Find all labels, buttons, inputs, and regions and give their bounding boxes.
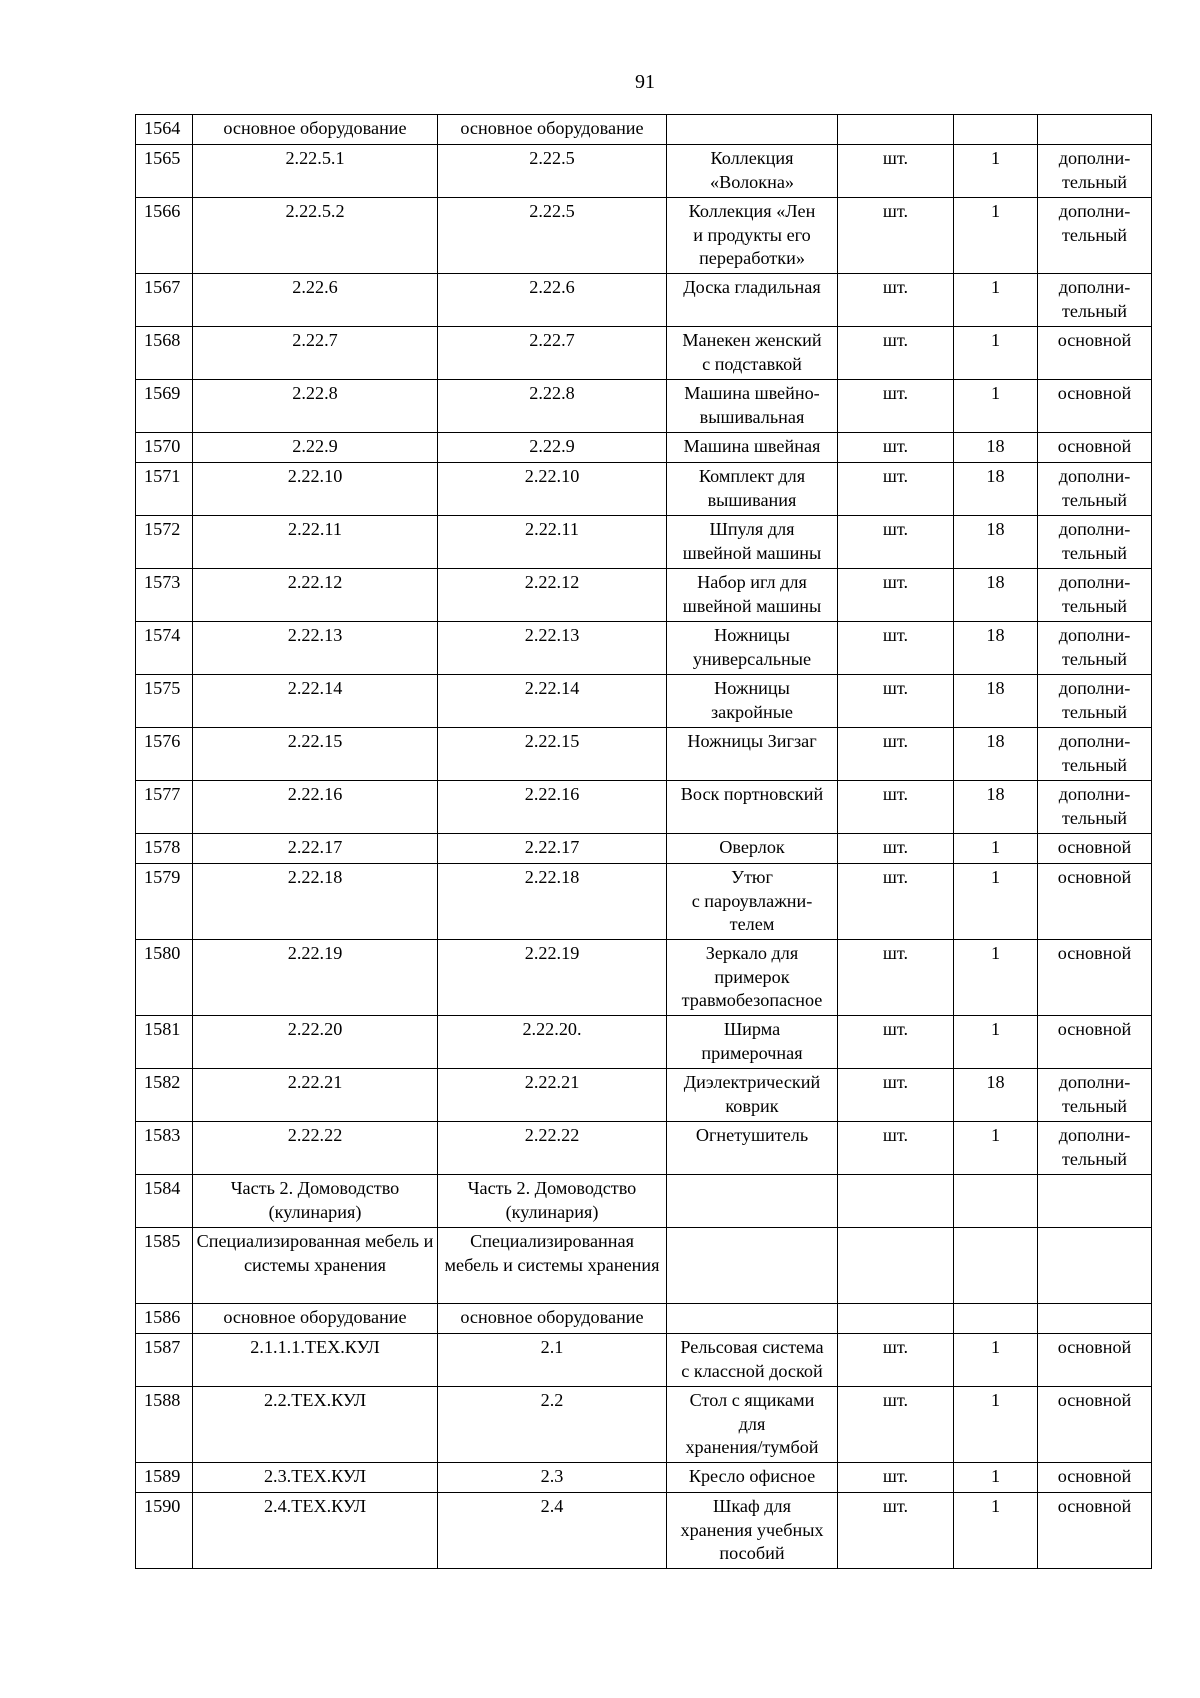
quantity-cell: 1 [954, 1387, 1038, 1463]
table-row [136, 1228, 1152, 1304]
item-name-line: Манекен женский [682, 330, 822, 350]
row-number-cell: 1568 [136, 327, 193, 380]
item-name-line: Стол с ящиками [689, 1390, 815, 1410]
code-cell: 2.22.8 [193, 380, 438, 433]
item-name-cell [667, 728, 838, 781]
item-name-line: Доска гладильная [683, 277, 821, 297]
equipment-type-cell [1038, 622, 1152, 675]
item-name-line: коврик [725, 1095, 779, 1116]
base-code-cell: основное оборудование [438, 115, 667, 145]
equipment-type-cell [1038, 834, 1152, 864]
equipment-type-cell [1038, 145, 1152, 198]
quantity-cell: 1 [954, 327, 1038, 380]
item-name-line: швейной машины [682, 595, 822, 616]
code-cell: Часть 2. Домоводство (кулинария) [193, 1175, 438, 1228]
unit-cell: шт. [838, 675, 954, 728]
base-code-cell: 2.22.19 [438, 940, 667, 1016]
item-name-line: Машина швейная [683, 436, 821, 456]
unit-cell: шт. [838, 327, 954, 380]
unit-cell: шт. [838, 433, 954, 463]
unit-cell: шт. [838, 940, 954, 1016]
equipment-type-line: дополни- [1058, 572, 1131, 592]
item-name-line: Шпуля для [709, 519, 795, 539]
equipment-type-line: тельный [1061, 807, 1128, 828]
unit-cell: шт. [838, 516, 954, 569]
item-name-line: Коллекция [710, 148, 794, 168]
table-row [136, 1493, 1152, 1569]
equipment-type-cell [1038, 1175, 1152, 1228]
equipment-type-cell [1038, 781, 1152, 834]
base-code-cell: 2.22.5 [438, 198, 667, 274]
quantity-cell: 1 [954, 864, 1038, 940]
item-name-cell [667, 274, 838, 327]
code-cell: основное оборудование [193, 115, 438, 145]
equipment-type-line: дополни- [1058, 148, 1131, 168]
unit-cell: шт. [838, 1069, 954, 1122]
item-name-line: пособий [719, 1543, 785, 1563]
quantity-cell: 18 [954, 463, 1038, 516]
code-cell: 2.22.15 [193, 728, 438, 781]
code-cell: 2.3.ТЕХ.КУЛ [193, 1463, 438, 1493]
item-name-cell [667, 1334, 838, 1387]
item-name-cell [667, 380, 838, 433]
row-number-cell: 1585 [136, 1228, 193, 1304]
unit-cell: шт. [838, 463, 954, 516]
row-number-cell: 1564 [136, 115, 193, 145]
item-name-cell [667, 675, 838, 728]
item-name-line: примерок [714, 966, 790, 987]
equipment-type-cell [1038, 198, 1152, 274]
equipment-type-line: дополни- [1058, 678, 1131, 698]
item-name-cell [667, 327, 838, 380]
base-code-cell: 2.22.11 [438, 516, 667, 569]
unit-cell [838, 1228, 954, 1304]
base-code-cell: 2.22.10 [438, 463, 667, 516]
item-name-cell [667, 1493, 838, 1569]
table-row [136, 1122, 1152, 1175]
equipment-type-line: тельный [1061, 300, 1128, 321]
quantity-cell [954, 115, 1038, 145]
equipment-type-cell [1038, 675, 1152, 728]
table-row [136, 274, 1152, 327]
equipment-type-line: тельный [1061, 754, 1128, 775]
item-name-line: Кресло офисное [688, 1466, 816, 1486]
table-row [136, 1387, 1152, 1463]
row-number-cell: 1565 [136, 145, 193, 198]
item-name-cell [667, 1016, 838, 1069]
code-cell: 2.22.6 [193, 274, 438, 327]
equipment-type-line: основной [1057, 1337, 1132, 1357]
equipment-type-line: тельный [1061, 224, 1128, 245]
row-number-cell: 1575 [136, 675, 193, 728]
item-name-cell [667, 1387, 838, 1463]
equipment-type-line: основной [1057, 383, 1132, 403]
unit-cell [838, 1304, 954, 1334]
row-number-cell: 1590 [136, 1493, 193, 1569]
equipment-type-line: основной [1057, 867, 1132, 887]
code-cell: 2.22.22 [193, 1122, 438, 1175]
item-name-line: Диэлектрический [683, 1072, 821, 1092]
table-row [136, 380, 1152, 433]
table-row [136, 516, 1152, 569]
row-number-cell: 1586 [136, 1304, 193, 1334]
quantity-cell: 1 [954, 1493, 1038, 1569]
row-number-cell: 1579 [136, 864, 193, 940]
row-number-cell: 1566 [136, 198, 193, 274]
quantity-cell: 18 [954, 433, 1038, 463]
code-cell: 2.22.20 [193, 1016, 438, 1069]
base-code-cell: Часть 2. Домоводство (кулинария) [438, 1175, 667, 1228]
quantity-cell: 18 [954, 1069, 1038, 1122]
item-name-line: Ножницы Зигзаг [687, 731, 817, 751]
row-number-cell: 1574 [136, 622, 193, 675]
item-name-cell [667, 781, 838, 834]
code-cell: 2.22.17 [193, 834, 438, 864]
item-name-cell [667, 940, 838, 1016]
base-code-cell: 2.3 [438, 1463, 667, 1493]
equipment-type-cell [1038, 864, 1152, 940]
item-name-line: травмобезопасное [681, 990, 823, 1010]
base-code-cell: 2.1 [438, 1334, 667, 1387]
table-row [136, 675, 1152, 728]
unit-cell: шт. [838, 1016, 954, 1069]
code-cell: 2.22.12 [193, 569, 438, 622]
base-code-cell: 2.22.5 [438, 145, 667, 198]
table-row [136, 864, 1152, 940]
equipment-type-cell [1038, 274, 1152, 327]
equipment-type-line: тельный [1061, 1148, 1128, 1169]
row-number-cell: 1572 [136, 516, 193, 569]
base-code-cell: 2.22.22 [438, 1122, 667, 1175]
item-name-line: с пароувлажни- [691, 890, 813, 911]
quantity-cell: 1 [954, 380, 1038, 433]
quantity-cell: 1 [954, 145, 1038, 198]
code-cell: 2.22.9 [193, 433, 438, 463]
quantity-cell: 18 [954, 622, 1038, 675]
item-name-cell [667, 1463, 838, 1493]
item-name-line: Коллекция «Лен [688, 201, 816, 221]
item-name-line: Ширма [723, 1019, 781, 1039]
unit-cell [838, 115, 954, 145]
quantity-cell [954, 1304, 1038, 1334]
row-number-cell: 1588 [136, 1387, 193, 1463]
code-cell: 2.4.ТЕХ.КУЛ [193, 1493, 438, 1569]
item-name-cell [667, 1069, 838, 1122]
item-name-line: с подставкой [702, 353, 802, 374]
item-name-line: Комплект для [698, 466, 806, 486]
equipment-type-line: дополни- [1058, 201, 1131, 221]
equipment-type-line: дополни- [1058, 466, 1131, 486]
equipment-type-line: дополни- [1058, 519, 1131, 539]
item-name-line: Воск портновский [680, 784, 824, 804]
item-name-cell [667, 145, 838, 198]
base-code-cell: 2.22.17 [438, 834, 667, 864]
quantity-cell [954, 1228, 1038, 1304]
equipment-type-cell [1038, 1069, 1152, 1122]
row-number-cell: 1577 [136, 781, 193, 834]
item-name-line: для [738, 1413, 766, 1434]
item-name-cell [667, 864, 838, 940]
item-name-cell [667, 433, 838, 463]
item-name-line: вышивания [707, 489, 797, 510]
equipment-type-line: основной [1057, 837, 1132, 857]
code-cell: 2.22.7 [193, 327, 438, 380]
quantity-cell: 1 [954, 1463, 1038, 1493]
item-name-cell [667, 569, 838, 622]
table-row [136, 1175, 1152, 1228]
item-name-cell [667, 516, 838, 569]
item-name-cell [667, 1122, 838, 1175]
unit-cell: шт. [838, 274, 954, 327]
unit-cell: шт. [838, 834, 954, 864]
unit-cell: шт. [838, 864, 954, 940]
row-number-cell: 1570 [136, 433, 193, 463]
item-name-line: Рельсовая система [680, 1337, 824, 1357]
unit-cell: шт. [838, 380, 954, 433]
quantity-cell: 1 [954, 1334, 1038, 1387]
item-name-cell [667, 622, 838, 675]
base-code-cell: Специализированная мебель и системы хранения [438, 1228, 667, 1304]
quantity-cell: 18 [954, 675, 1038, 728]
quantity-cell: 1 [954, 198, 1038, 274]
item-name-cell [667, 1304, 838, 1334]
unit-cell: шт. [838, 1387, 954, 1463]
quantity-cell [954, 1175, 1038, 1228]
equipment-table [135, 114, 1152, 1569]
item-name-cell [667, 198, 838, 274]
table-row [136, 198, 1152, 274]
table-row [136, 1069, 1152, 1122]
equipment-type-line: основной [1057, 330, 1132, 350]
unit-cell: шт. [838, 1122, 954, 1175]
code-cell: 2.22.14 [193, 675, 438, 728]
quantity-cell: 1 [954, 1016, 1038, 1069]
equipment-type-cell [1038, 1387, 1152, 1463]
table-row [136, 834, 1152, 864]
item-name-line: Огнетушитель [695, 1125, 809, 1145]
row-number-cell: 1569 [136, 380, 193, 433]
equipment-type-line: тельный [1061, 171, 1128, 192]
equipment-type-cell [1038, 569, 1152, 622]
equipment-type-line: тельный [1061, 1095, 1128, 1116]
item-name-line: Оверлок [719, 837, 785, 857]
item-name-line: и продукты его [693, 224, 811, 245]
base-code-cell: 2.22.12 [438, 569, 667, 622]
equipment-type-line: тельный [1061, 701, 1128, 722]
equipment-type-line: тельный [1061, 542, 1128, 563]
base-code-cell: 2.22.15 [438, 728, 667, 781]
table-row [136, 1334, 1152, 1387]
table-row [136, 940, 1152, 1016]
row-number-cell: 1571 [136, 463, 193, 516]
code-cell: 2.1.1.1.ТЕХ.КУЛ [193, 1334, 438, 1387]
equipment-type-line: дополни- [1058, 625, 1131, 645]
unit-cell: шт. [838, 569, 954, 622]
equipment-type-cell [1038, 1493, 1152, 1569]
equipment-type-line: основной [1057, 436, 1132, 456]
equipment-type-cell [1038, 728, 1152, 781]
quantity-cell: 1 [954, 1122, 1038, 1175]
base-code-cell: 2.22.9 [438, 433, 667, 463]
base-code-cell: 2.22.20. [438, 1016, 667, 1069]
row-number-cell: 1580 [136, 940, 193, 1016]
equipment-type-cell [1038, 940, 1152, 1016]
code-cell: 2.22.10 [193, 463, 438, 516]
code-cell: 2.22.19 [193, 940, 438, 1016]
item-name-line: с классной доской [681, 1360, 823, 1381]
code-cell: 2.22.21 [193, 1069, 438, 1122]
row-number-cell: 1576 [136, 728, 193, 781]
row-number-cell: 1583 [136, 1122, 193, 1175]
equipment-type-cell [1038, 433, 1152, 463]
quantity-cell: 18 [954, 781, 1038, 834]
base-code-cell: основное оборудование [438, 1304, 667, 1334]
row-number-cell: 1567 [136, 274, 193, 327]
table-row [136, 115, 1152, 145]
item-name-line: Ножницы [714, 678, 790, 698]
equipment-type-cell [1038, 1122, 1152, 1175]
quantity-cell: 1 [954, 834, 1038, 864]
base-code-cell: 2.22.6 [438, 274, 667, 327]
equipment-type-line: основной [1057, 1466, 1132, 1486]
item-name-line: Шкаф для [712, 1496, 791, 1516]
quantity-cell: 1 [954, 940, 1038, 1016]
code-cell: 2.2.ТЕХ.КУЛ [193, 1387, 438, 1463]
equipment-type-cell [1038, 380, 1152, 433]
item-name-line: переработки» [699, 248, 805, 268]
item-name-cell [667, 463, 838, 516]
base-code-cell: 2.22.7 [438, 327, 667, 380]
row-number-cell: 1578 [136, 834, 193, 864]
unit-cell: шт. [838, 781, 954, 834]
code-cell: 2.22.18 [193, 864, 438, 940]
unit-cell: шт. [838, 198, 954, 274]
table-row [136, 1304, 1152, 1334]
equipment-type-cell [1038, 463, 1152, 516]
table-row [136, 463, 1152, 516]
item-name-line: примерочная [701, 1042, 803, 1063]
equipment-type-cell [1038, 327, 1152, 380]
equipment-type-cell [1038, 1228, 1152, 1304]
quantity-cell: 18 [954, 516, 1038, 569]
table-row [136, 781, 1152, 834]
equipment-type-cell [1038, 115, 1152, 145]
row-number-cell: 1581 [136, 1016, 193, 1069]
base-code-cell: 2.22.8 [438, 380, 667, 433]
equipment-type-line: дополни- [1058, 277, 1131, 297]
table-row [136, 327, 1152, 380]
base-code-cell: 2.2 [438, 1387, 667, 1463]
row-number-cell: 1589 [136, 1463, 193, 1493]
code-cell: 2.22.16 [193, 781, 438, 834]
item-name-cell [667, 1228, 838, 1304]
code-cell: 2.22.5.2 [193, 198, 438, 274]
table-row [136, 622, 1152, 675]
equipment-type-line: основной [1057, 943, 1132, 963]
table-row [136, 1463, 1152, 1493]
base-code-cell: 2.4 [438, 1493, 667, 1569]
item-name-line: швейной машины [682, 542, 822, 563]
row-number-cell: 1584 [136, 1175, 193, 1228]
row-number-cell: 1582 [136, 1069, 193, 1122]
unit-cell: шт. [838, 1334, 954, 1387]
code-cell: 2.22.11 [193, 516, 438, 569]
equipment-type-line: дополни- [1058, 784, 1131, 804]
unit-cell: шт. [838, 622, 954, 675]
equipment-type-cell [1038, 1463, 1152, 1493]
quantity-cell: 1 [954, 274, 1038, 327]
item-name-line: телем [729, 914, 775, 934]
item-name-cell [667, 115, 838, 145]
table-row [136, 569, 1152, 622]
equipment-type-line: дополни- [1058, 1072, 1131, 1092]
item-name-cell [667, 1175, 838, 1228]
item-name-line: Ножницы [714, 625, 790, 645]
item-name-line: Зеркало для [705, 943, 799, 963]
item-name-line: хранения учебных [680, 1519, 824, 1540]
unit-cell: шт. [838, 145, 954, 198]
quantity-cell: 18 [954, 569, 1038, 622]
base-code-cell: 2.22.21 [438, 1069, 667, 1122]
equipment-type-line: основной [1057, 1019, 1132, 1039]
base-code-cell: 2.22.13 [438, 622, 667, 675]
item-name-line: Набор игл для [697, 572, 807, 592]
equipment-type-line: основной [1057, 1390, 1132, 1410]
item-name-line: вышивальная [699, 406, 805, 427]
equipment-type-cell [1038, 516, 1152, 569]
code-cell: 2.22.5.1 [193, 145, 438, 198]
code-cell: Специализированная мебель и системы хранения [193, 1228, 438, 1304]
table-body [136, 115, 1152, 1569]
table-row [136, 433, 1152, 463]
code-cell: 2.22.13 [193, 622, 438, 675]
equipment-type-cell [1038, 1334, 1152, 1387]
item-name-cell [667, 834, 838, 864]
unit-cell: шт. [838, 1493, 954, 1569]
equipment-type-line: тельный [1061, 489, 1128, 510]
unit-cell: шт. [838, 728, 954, 781]
equipment-type-line: дополни- [1058, 731, 1131, 751]
base-code-cell: 2.22.16 [438, 781, 667, 834]
unit-cell: шт. [838, 1463, 954, 1493]
quantity-cell: 18 [954, 728, 1038, 781]
item-name-line: универсальные [692, 648, 812, 669]
code-cell: основное оборудование [193, 1304, 438, 1334]
page-number: 91 [635, 71, 655, 93]
table-row [136, 145, 1152, 198]
item-name-line: Утюг [731, 867, 773, 887]
base-code-cell: 2.22.14 [438, 675, 667, 728]
row-number-cell: 1573 [136, 569, 193, 622]
table-row [136, 728, 1152, 781]
equipment-type-cell [1038, 1016, 1152, 1069]
row-number-cell: 1587 [136, 1334, 193, 1387]
item-name-line: закройные [710, 701, 794, 722]
equipment-type-cell [1038, 1304, 1152, 1334]
equipment-type-line: тельный [1061, 595, 1128, 616]
table-row [136, 1016, 1152, 1069]
item-name-line: «Волокна» [710, 171, 794, 192]
equipment-type-line: тельный [1061, 648, 1128, 669]
item-name-line: хранения/тумбой [685, 1437, 819, 1457]
equipment-type-line: основной [1057, 1496, 1132, 1516]
unit-cell [838, 1175, 954, 1228]
equipment-type-line: дополни- [1058, 1125, 1131, 1145]
item-name-line: Машина швейно- [684, 383, 820, 403]
base-code-cell: 2.22.18 [438, 864, 667, 940]
